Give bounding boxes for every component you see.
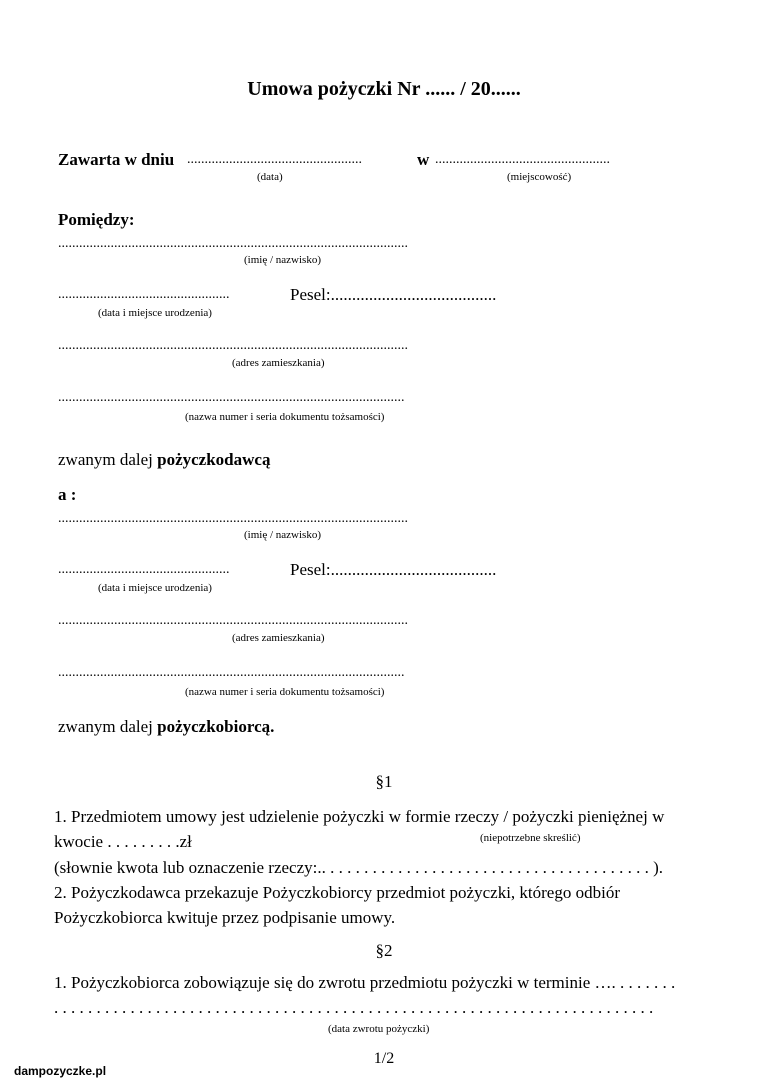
- party2-name-caption: (imię / nazwisko): [244, 529, 321, 541]
- section1-line5: Pożyczkobiorca kwituje przez podpisanie umowy.: [54, 908, 396, 927]
- party1-role-line: [58, 450, 270, 470]
- party1-document-field: ...................................................................................................: [58, 390, 405, 405]
- pomiedzy-label: Pomiędzy:: [58, 210, 135, 229]
- party2-birth-field: .................................................: [58, 562, 230, 577]
- document-title: Umowa pożyczki Nr ...... / 20......: [247, 78, 521, 100]
- page-number: 1/2: [373, 1050, 395, 1067]
- a-label: a :: [58, 485, 77, 504]
- party2-role: pożyczkobiorcą.: [157, 717, 275, 736]
- zawarta-label: Zawarta w dniu: [58, 150, 175, 169]
- section2-caption: (data zwrotu pożyczki): [328, 1023, 430, 1035]
- party2-document-field: ...................................................................................................: [58, 665, 405, 680]
- party2-address-caption: (adres zamieszkania): [232, 632, 325, 644]
- party1-document-caption: (nazwa numer i seria dokumentu tożsamości): [185, 411, 385, 423]
- party1-birth-caption: (data i miejsce urodzenia): [98, 307, 212, 319]
- section1-heading: §1: [375, 772, 393, 791]
- party2-address-field: ....................................................................................................: [58, 613, 408, 628]
- party1-address-caption: (adres zamieszkania): [232, 357, 325, 369]
- section2-line2: . . . . . . . . . . . . . . . . . . . . . . . . . . . . . . . . . . . . . . . . . . . . . . . . . . . . . . . . . . . . . . . . . . . . . . .: [54, 998, 654, 1017]
- party2-pesel-field: Pesel:.......................................: [290, 560, 497, 579]
- section1-line4: 2. Pożyczkodawca przekazuje Pożyczkobiorcy przedmiot pożyczki, którego odbiór: [54, 883, 620, 902]
- party2-document-caption: (nazwa numer i seria dokumentu tożsamości): [185, 686, 385, 698]
- party1-pesel-field: Pesel:.......................................: [290, 285, 497, 304]
- date-field: ..................................................: [187, 152, 362, 167]
- party1-birth-field: .................................................: [58, 287, 230, 302]
- date-caption: (data): [257, 171, 283, 183]
- section1-line2: kwocie . . . . . . . . .zł: [54, 832, 192, 851]
- section1-strike-caption: (niepotrzebne skreślić): [480, 832, 581, 844]
- place-field: ..................................................: [435, 152, 610, 167]
- party1-address-field: ....................................................................................................: [58, 338, 408, 353]
- site-watermark: dampozyczke.pl: [14, 1064, 107, 1078]
- section1-line3: (słownie kwota lub oznaczenie rzeczy:.. . . . . . . . . . . . . . . . . . . . . . . . . . . . . . . . . . . . . . . ).: [54, 858, 664, 877]
- place-caption: (miejscowość): [507, 171, 572, 183]
- section2-line1: 1. Pożyczkobiorca zobowiązuje się do zwrotu przedmiotu pożyczki w terminie …. . . . . . . .: [54, 973, 676, 992]
- party2-name-field: ....................................................................................................: [58, 511, 408, 526]
- w-label: w: [417, 150, 430, 169]
- section2-heading: §2: [375, 941, 393, 960]
- party2-role-prefix: zwanym dalej: [58, 717, 158, 736]
- section1-line1: 1. Przedmiotem umowy jest udzielenie pożyczki w formie rzeczy / pożyczki pieniężnej w: [54, 807, 665, 826]
- party1-role-prefix: zwanym dalej: [58, 450, 158, 469]
- party2-birth-caption: (data i miejsce urodzenia): [98, 582, 212, 594]
- party1-role: pożyczkodawcą: [157, 450, 271, 469]
- party2-role-line: [58, 717, 274, 737]
- party1-name-caption: (imię / nazwisko): [244, 254, 321, 266]
- party1-name-field: ....................................................................................................: [58, 236, 408, 251]
